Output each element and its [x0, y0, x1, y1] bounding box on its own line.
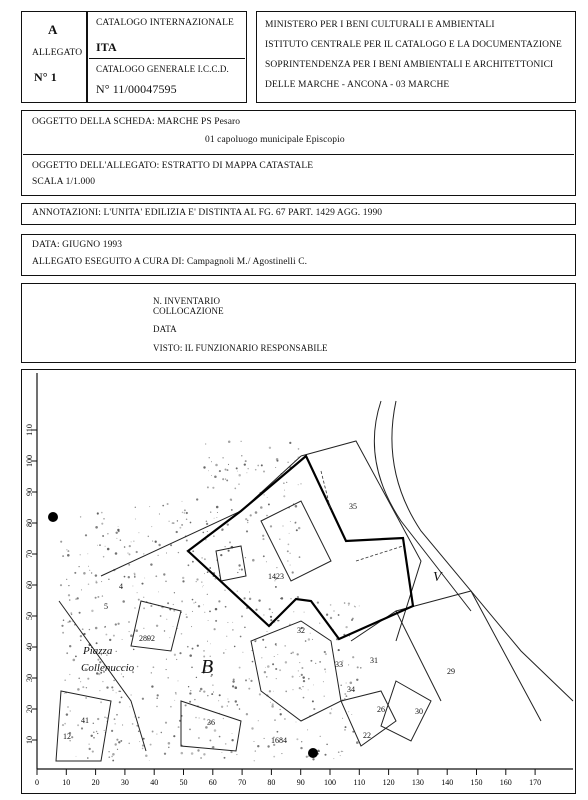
oggetto-allegato-label: OGGETTO DELL'ALLEGATO: ESTRATTO DI MAPPA CATASTALE [32, 161, 314, 171]
parcel-label-4: 4 [119, 582, 123, 591]
country-code: ITA [96, 40, 117, 54]
y-tick-label: 20 [25, 705, 34, 713]
parcel-label-12: 12 [63, 732, 71, 741]
inventario-number: N. INVENTARIO [153, 296, 221, 306]
parcel-label-34: 34 [347, 685, 355, 694]
parcel-label-36: 36 [207, 718, 215, 727]
oggetto-box [21, 110, 576, 196]
allegato-letter: A [48, 22, 58, 37]
y-tick-label: 110 [25, 424, 34, 436]
x-tick-label: 50 [179, 778, 188, 787]
oggetto-scheda-location: 01 capoluogo municipale Episcopio [205, 135, 345, 145]
parcel-label-2892: 2892 [139, 634, 155, 643]
map-frame [21, 369, 576, 794]
interior-dashed-line [356, 546, 403, 561]
block-edge [396, 591, 541, 721]
street-edge [374, 401, 471, 611]
parcel-label-35: 35 [349, 502, 357, 511]
inventario-date: DATA [153, 324, 177, 334]
parcel-label-32: 32 [297, 626, 305, 635]
region-line: DELLE MARCHE - ANCONA - 03 MARCHE [265, 80, 450, 90]
x-axis-ticks [35, 769, 541, 787]
block-edge [59, 601, 146, 751]
x-tick-label: 20 [91, 778, 100, 787]
parcel-label-5: 5 [104, 602, 108, 611]
x-tick-label: 170 [529, 778, 542, 787]
x-tick-label: 70 [238, 778, 247, 787]
header-left-box [21, 11, 87, 103]
parcel-label-31: 31 [370, 656, 378, 665]
parcel-label-30: 30 [415, 707, 423, 716]
collocazione-label: COLLOCAZIONE [153, 306, 224, 316]
header-right-box [256, 11, 576, 103]
visto-label: VISTO: IL FUNZIONARIO RESPONSABILE [153, 343, 328, 353]
parcel-label-22: 22 [363, 731, 371, 740]
data-box [21, 234, 576, 276]
y-tick-label: 80 [25, 519, 34, 527]
y-tick-label: 70 [25, 550, 34, 558]
catalog-general: CATALOGO GENERALE I.C.C.D. [96, 64, 229, 74]
block-edge [351, 611, 441, 701]
place-name-collenuccio: Collenuccio [81, 662, 135, 674]
cadastral-map [22, 370, 574, 792]
place-name-piazza: Piazza [83, 645, 113, 657]
inventario-box [21, 283, 576, 363]
ministry-line: MINISTERO PER I BENI CULTURALI E AMBIENTALI [265, 20, 495, 30]
oggetto-scheda-label: OGGETTO DELLA SCHEDA: MARCHE PS Pesaro [32, 117, 241, 127]
parcel-label-29: 29 [447, 667, 455, 676]
y-tick-label: 30 [25, 674, 34, 682]
header-middle-box [87, 11, 247, 103]
parcel-label-1684: 1684 [271, 736, 287, 745]
x-tick-label: 80 [267, 778, 276, 787]
parcel-label-1423: 1423 [268, 572, 284, 581]
street-label-v: V [433, 570, 442, 585]
y-tick-label: 50 [25, 612, 34, 620]
annotazioni-box [21, 203, 576, 225]
y-tick-label: 90 [25, 488, 34, 496]
y-tick-label: 40 [25, 643, 34, 651]
street-edge [392, 401, 573, 701]
parcel-label-41: 41 [81, 716, 89, 725]
x-tick-label: 60 [208, 778, 217, 787]
y-tick-label: 60 [25, 581, 34, 589]
parcel-label-b: B [201, 656, 214, 678]
x-tick-label: 10 [62, 778, 71, 787]
parcel-outline [216, 546, 246, 581]
x-tick-label: 90 [296, 778, 305, 787]
institute-line: ISTITUTO CENTRALE PER IL CATALOGO E LA DOCUMENTAZIONE [265, 40, 562, 50]
x-tick-label: 120 [382, 778, 395, 787]
y-tick-label: 100 [25, 455, 34, 467]
x-tick-label: 140 [441, 778, 454, 787]
parcel-label-33: 33 [335, 660, 343, 669]
x-tick-label: 30 [120, 778, 129, 787]
reference-dot-left [48, 512, 58, 522]
parcel-label-26: 26 [377, 705, 385, 714]
x-tick-label: 100 [324, 778, 336, 787]
soprintendenza-line: SOPRINTENDENZA PER I BENI AMBIENTALI E ARCHITETTONICI [265, 60, 554, 70]
x-tick-label: 0 [35, 778, 39, 787]
allegato-label: ALLEGATO [32, 48, 83, 58]
annotazioni-text: ANNOTAZIONI: L'UNITA' EDILIZIA E' DISTINTA AL FG. 67 PART. 1429 AGG. 1990 [32, 208, 383, 218]
date-text: DATA: GIUGNO 1993 [32, 240, 123, 250]
catalog-number: N° 11/00047595 [96, 82, 177, 96]
parcel-outline [261, 501, 331, 581]
middle-divider [89, 58, 245, 59]
x-tick-label: 130 [411, 778, 424, 787]
y-axis-ticks [25, 424, 37, 744]
parcel-outline [56, 691, 111, 761]
scale-text: SCALA 1/1.000 [32, 177, 96, 187]
allegato-number: N° 1 [34, 70, 57, 84]
x-tick-label: 110 [353, 778, 366, 787]
x-tick-label: 150 [470, 778, 483, 787]
catalog-international: CATALOGO INTERNAZIONALE [96, 18, 234, 28]
y-tick-label: 10 [25, 736, 34, 744]
reference-dot-bottom [308, 748, 318, 758]
parcel-outline [251, 621, 341, 721]
x-tick-label: 40 [150, 778, 159, 787]
x-tick-label: 160 [499, 778, 512, 787]
eseguito-text: ALLEGATO ESEGUITO A CURA DI: Campagnoli M./ Agostinelli C. [32, 257, 308, 267]
oggetto-divider [23, 154, 574, 155]
parcel-outline [381, 681, 431, 741]
